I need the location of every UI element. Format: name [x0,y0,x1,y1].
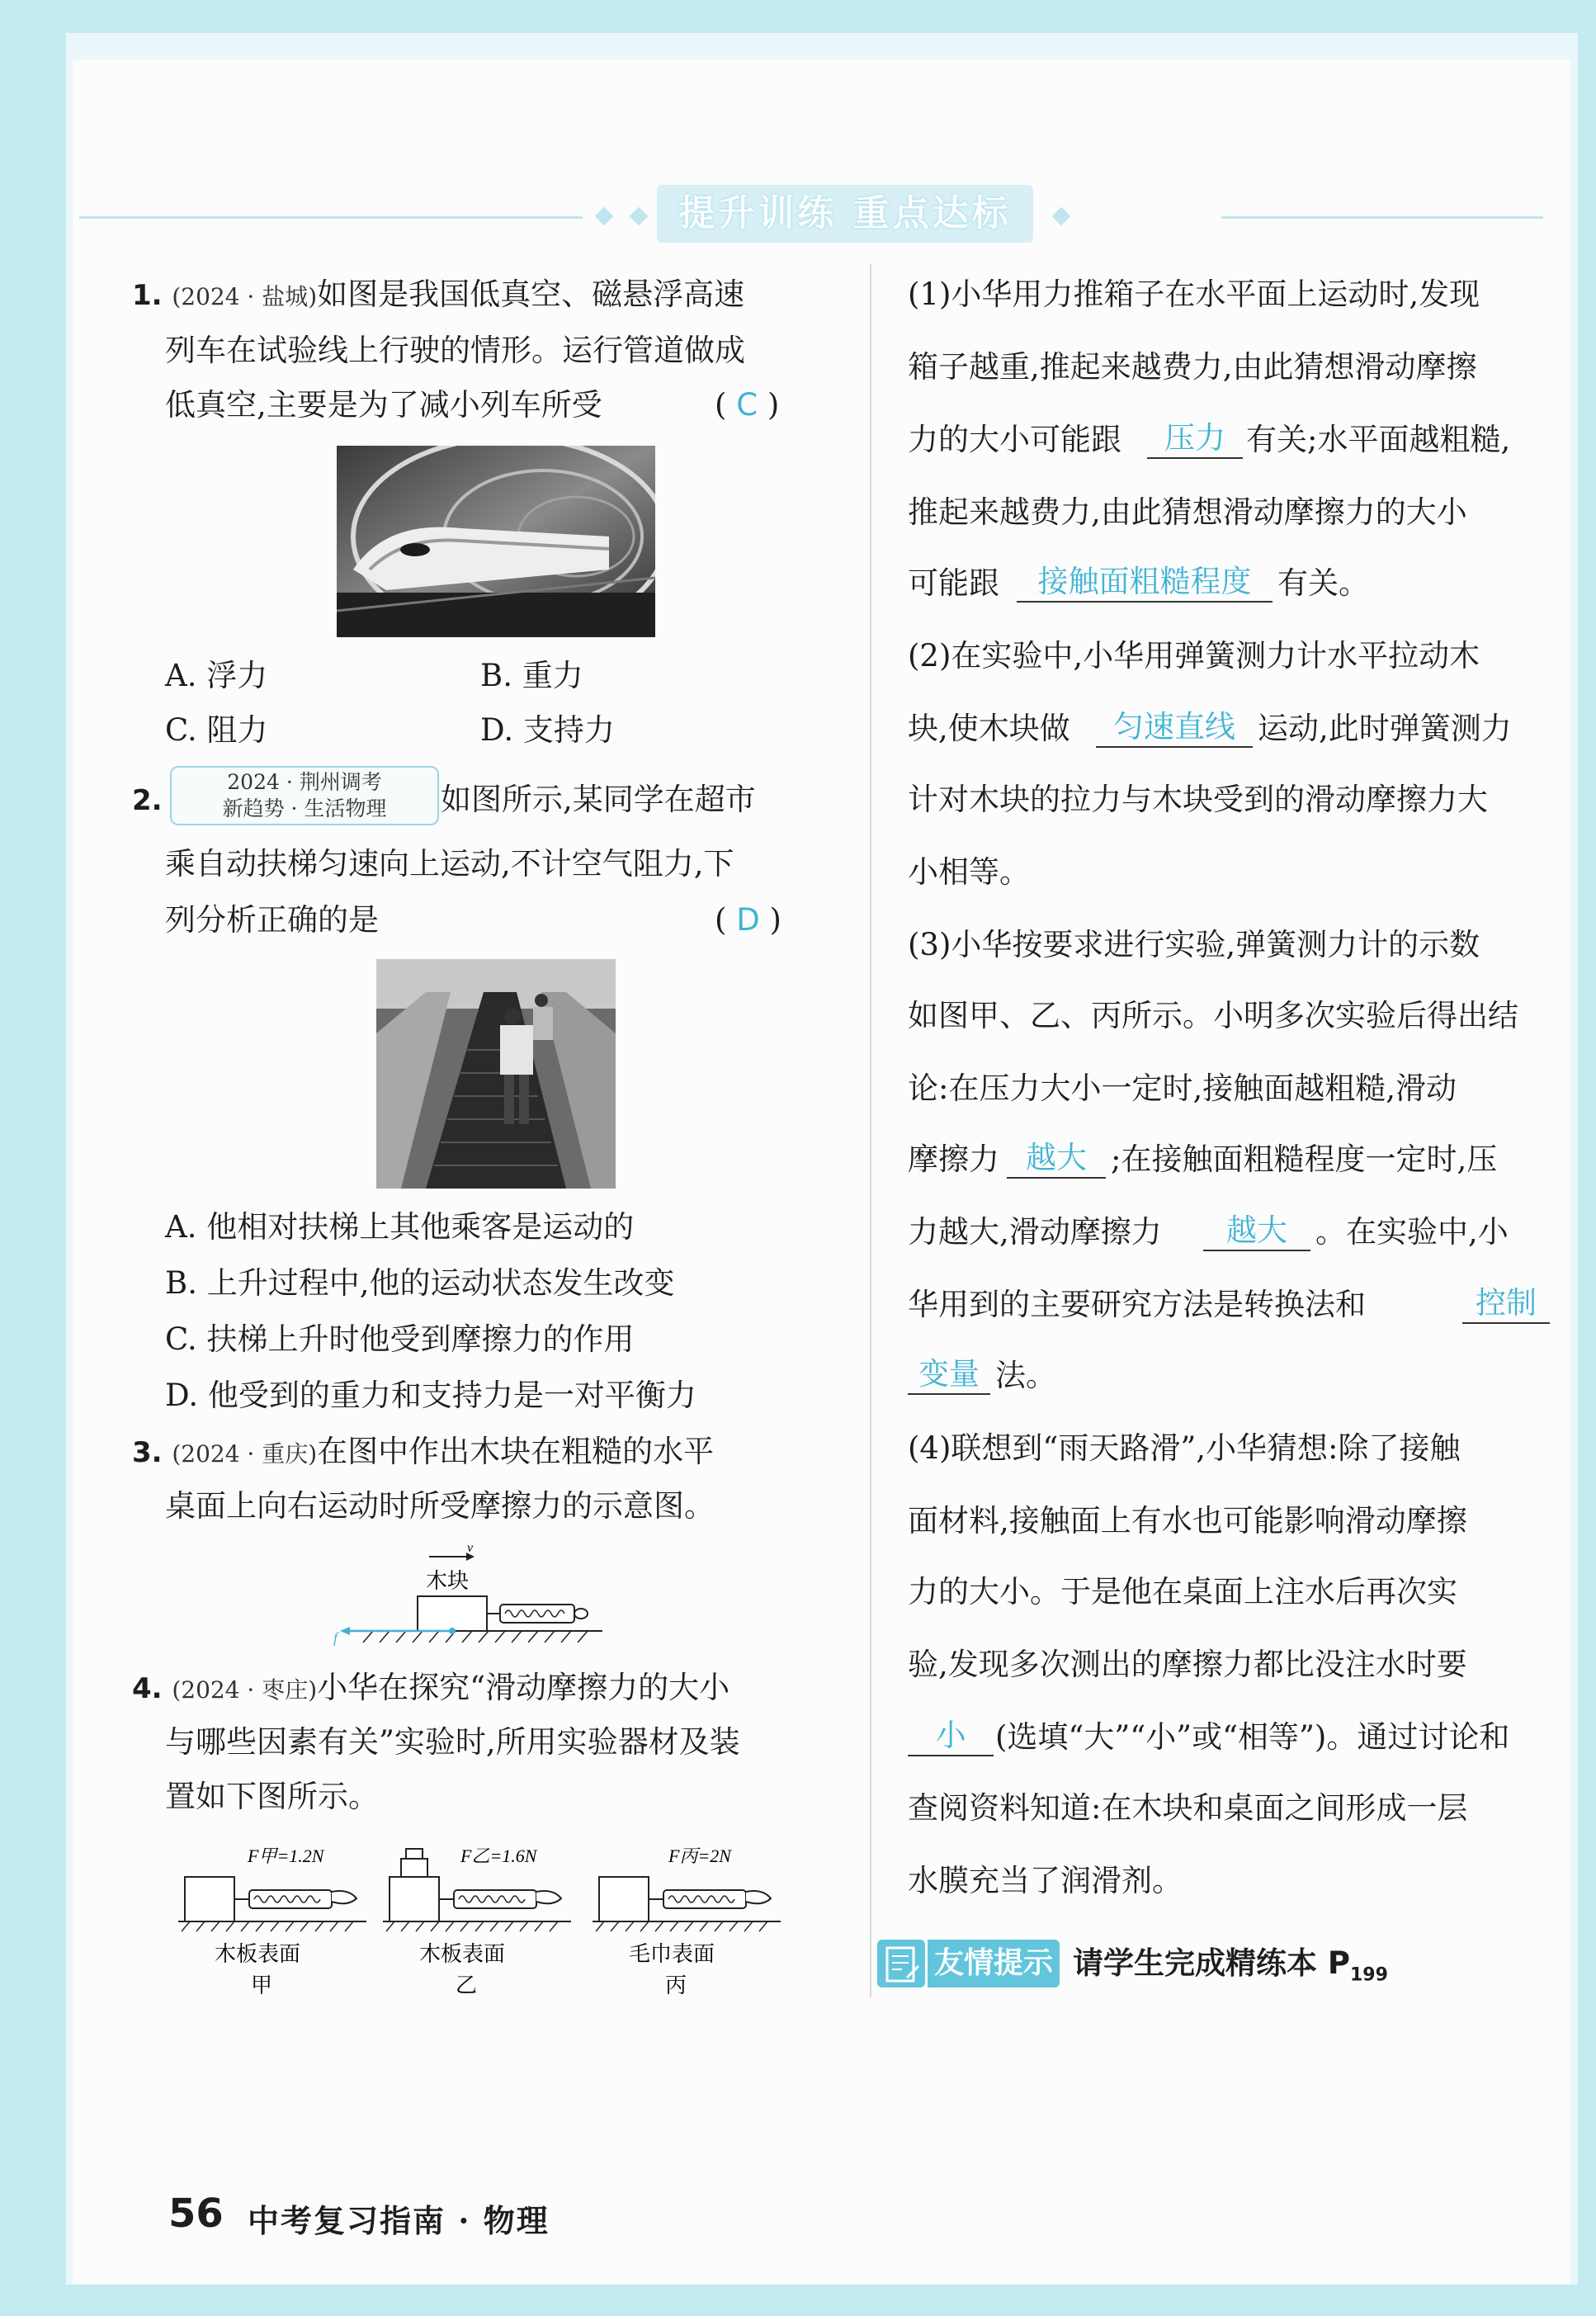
part-2-line: (2)在实验中,小华用弹簧测力计水平拉动木 [908,638,1480,674]
page-number: 56 [168,2191,224,2237]
part-1-line: 可能跟 [908,565,999,601]
part-3-line: 华用到的主要研究方法是转换法和 [908,1287,1366,1322]
part-4-line: 验,发现多次测出的摩擦力都比没注水时要 [908,1647,1467,1682]
panel-name: 丙 [665,1973,687,1997]
answer-choice: D [736,902,760,938]
option-a: A. 浮力 [165,658,268,693]
velocity-label: v [467,1541,474,1555]
tag-line: 2024 · 荆州调考 [227,770,382,794]
part-1-line: 有关;水平面越粗糙, [1246,422,1511,457]
answer-bracket [715,900,781,941]
bracket-close: ) [767,387,780,423]
tip-notebook-icon [877,1940,925,1988]
option-a: A. 他相对扶梯上其他乘客是运动的 [165,1209,635,1245]
force-reading: F乙=1.6N [460,1846,537,1866]
answer-choice: C [736,387,758,423]
part-4-line: 力的大小。于是他在桌面上注水后再次实 [908,1574,1457,1609]
part-1-line: 推起来越费力,由此猜想滑动摩擦力的大小 [908,494,1467,530]
answer-blank: 变量 [908,1355,990,1395]
panel-jia [178,1846,366,1997]
page-frame-bottom [0,2285,1596,2316]
part-2-line: 计对木块的拉力与木块受到的滑动摩擦力大 [908,782,1488,817]
header-rule-left [79,216,583,219]
question-text: 乘自动扶梯匀速向上运动,不计空气阻力,下 [165,846,734,881]
friction-label: f [333,1629,338,1646]
part-3-line: 力越大,滑动摩擦力 [908,1214,1162,1250]
question-4-line-1 [132,1667,730,1711]
question-text: 桌面上向右运动时所受摩擦力的示意图。 [165,1488,715,1524]
question-text: 与哪些因素有关”实验时,所用实验器材及装 [165,1724,740,1760]
question-text: 置如下图所示。 [165,1779,379,1814]
part-1-line: (1)小华用力推箱子在水平面上运动时,发现 [908,277,1480,312]
part-2-line: 小相等。 [908,854,1030,890]
page-frame-left [0,0,66,2316]
part-3-line: 论:在压力大小一定时,接触面越粗糙,滑动 [908,1071,1457,1106]
column-divider [870,264,871,1997]
tip-text [1073,1943,1388,1996]
part-3-line: 。在实验中,小 [1315,1214,1509,1250]
surface-label: 木板表面 [215,1942,301,1966]
block-label: 木块 [426,1569,470,1593]
question-text: 如图是我国低真空、磁悬浮高速 [317,277,745,312]
question-text: 小华在探究“滑动摩擦力的大小 [317,1670,730,1705]
answer-bracket [715,385,779,426]
answer-blank: 小 [908,1717,994,1756]
experiment-panels [173,1841,817,2006]
header-rule-right [1221,216,1543,219]
tag-line: 新趋势 · 生活物理 [222,796,387,820]
wooden-block [418,1596,487,1631]
bracket-open: ( [715,387,727,423]
part-3-line: (3)小华按要求进行实验,弹簧测力计的示数 [908,927,1480,962]
page-frame-right [1578,0,1596,2316]
question-number: 3. [132,1436,163,1469]
part-4-line: 水膜充当了润滑剂。 [908,1863,1183,1898]
friction-diagram [330,1540,611,1647]
question-text: 列分析正确的是 [165,902,379,938]
maglev-train-photo [337,446,655,637]
option-d: D. 他受到的重力和支持力是一对平衡力 [165,1378,696,1413]
answer-blank: 接触面粗糙程度 [1017,563,1273,603]
answer-blank: 匀速直线 [1096,708,1253,748]
tip-label: 友情提示 [928,1940,1060,1988]
bracket-open: ( [715,902,727,938]
question-text: 低真空,主要是为了减小列车所受 [165,387,602,423]
part-3-line: ;在接触面粗糙程度一定时,压 [1111,1141,1498,1177]
part-4-line: (4)联想到“雨天路滑”,小华猜想:除了接触 [908,1430,1461,1466]
tip-page-sub: 199 [1350,1964,1388,1986]
surface-label: 木板表面 [419,1942,506,1966]
question-text: 列车在试验线上行驶的情形。运行管道做成 [165,333,745,368]
part-4-line: 面材料,接触面上有水也可能影响滑动摩擦 [908,1503,1467,1538]
answer-blank: 压力 [1147,419,1243,459]
part-4-line: (选填“大”“小”或“相等”)。通过讨论和 [995,1719,1510,1755]
part-3-line: 如图甲、乙、丙所示。小明多次实验后得出结 [908,998,1518,1033]
option-c: C. 扶梯上升时他受到摩擦力的作用 [165,1321,635,1357]
part-2-line: 块,使木块做 [908,711,1070,746]
surface-label: 毛巾表面 [629,1942,715,1966]
question-number: 4. [132,1672,163,1705]
option-c: C. 阻力 [165,712,268,748]
panel-yi [383,1846,571,1997]
tip-text-main: 请学生完成精练本 P [1073,1945,1350,1981]
question-number-text: 2. [132,784,163,817]
question-source: (2024 · 重庆) [172,1440,318,1468]
book-title: 中考复习指南 · 物理 [248,2202,550,2239]
section-header-title: 提升训练 重点达标 [657,185,1033,243]
question-source: (2024 · 盐城) [172,283,318,310]
part-1-line: 有关。 [1277,565,1369,601]
escalator-photo [376,959,616,1189]
option-d: D. 支持力 [480,712,615,748]
option-b: B. 上升过程中,他的运动状态发生改变 [165,1265,675,1301]
answer-blank: 越大 [1007,1139,1106,1179]
force-reading: F甲=1.2N [248,1846,324,1866]
page-frame-top [0,0,1596,33]
question-text: 如图所示,某同学在超市 [441,782,756,817]
question-number [132,779,163,821]
weight-icon [406,1849,423,1859]
panel-bing [593,1846,781,1997]
question-tag [170,766,439,825]
part-3-line: 摩擦力 [908,1141,999,1177]
question-3-line-1 [132,1431,714,1475]
part-1-line: 力的大小可能跟 [908,422,1121,457]
force-reading: F丙=2N [668,1846,731,1866]
question-text: 在图中作出木块在粗糙的水平 [317,1434,715,1469]
panel-name: 甲 [251,1973,273,1997]
bracket-close: ) [769,902,781,938]
question-1-line-1 [132,274,744,318]
question-source: (2024 · 枣庄) [172,1676,318,1704]
question-number: 1. [132,279,163,312]
part-2-line: 运动,此时弹簧测力 [1258,711,1512,746]
part-4-line: 查阅资料知道:在木块和桌面之间形成一层 [908,1790,1468,1826]
answer-blank: 控制 [1462,1284,1550,1324]
option-b: B. 重力 [480,658,583,693]
answer-blank: 越大 [1203,1212,1310,1251]
part-1-line: 箱子越重,推起来越费力,由此猜想滑动摩擦 [908,349,1477,385]
panel-name: 乙 [456,1973,478,1997]
part-3-line: 法。 [995,1358,1056,1393]
